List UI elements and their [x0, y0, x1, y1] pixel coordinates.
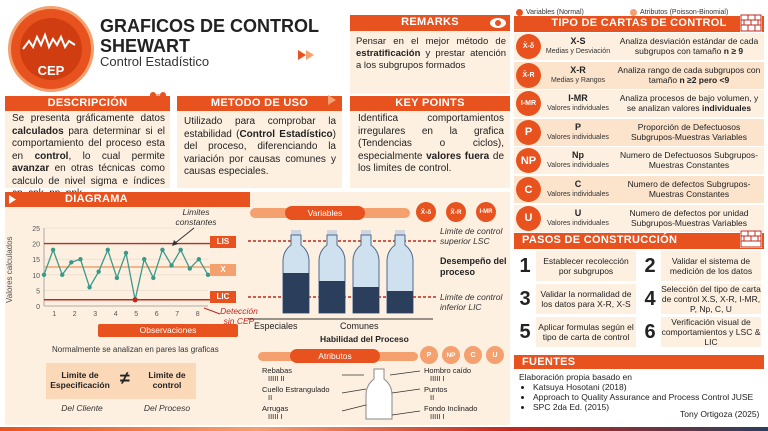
metodo-t1b: Control Estadístico — [239, 128, 333, 140]
fuentes-list — [519, 382, 764, 412]
descripcion-t2b: control — [34, 150, 69, 162]
pasos-title: PASOS DE CONSTRUCCIÓN — [522, 234, 678, 246]
remarks-title: REMARKS — [401, 16, 459, 28]
keypoints-header — [350, 96, 510, 111]
bottle-liquid — [283, 273, 309, 313]
pasos-header — [514, 233, 764, 249]
keypoints-t1: Identifica comportamientos irregulares en la grafica (Tendencias o ciclos), especialmente — [358, 113, 504, 162]
step-text: Verificación visual de comportamientos y LSC & LIC — [661, 317, 761, 347]
bottle-liquid — [387, 291, 413, 313]
metodo-title: METODO DE USO — [210, 97, 309, 109]
fuentes-body — [519, 372, 764, 412]
defect-tally: IIIII II — [268, 374, 285, 383]
step-text: Selección del tipo de carta de control X.S, X-R, I-MR, P, Np, C, U — [661, 284, 761, 314]
var-icon-xr: X̄-R — [446, 202, 466, 222]
y-tick-label: 10 — [32, 272, 40, 280]
descripcion-header — [5, 96, 170, 111]
step-number: 5 — [516, 317, 534, 347]
pares-note: Normalmente se analizan en pares las graficas — [52, 345, 219, 354]
tipo-symbol: X-R — [570, 64, 586, 75]
defect-tally: II — [268, 393, 273, 402]
tipo-desc-text: Analiza rango de cada subgrupos con tamaño — [617, 64, 761, 85]
remarks-text-1: Pensar en el mejor método de — [356, 36, 506, 47]
x-tick-label: 4 — [113, 311, 118, 318]
bottle-cap — [361, 230, 371, 235]
tipo-icon: X̄-δ — [516, 34, 541, 59]
spec-title: Limite de Especificación — [50, 370, 110, 390]
tipos-header — [514, 16, 764, 32]
comunes-label: Comunes — [340, 321, 379, 331]
bottle-cap — [327, 230, 337, 235]
chart-point — [51, 248, 55, 252]
defect-name: Rebabas — [262, 366, 293, 375]
tipo-symbol: U — [574, 207, 582, 218]
tipo-symbol: P — [574, 121, 581, 132]
chart-point — [87, 285, 91, 289]
network-icon — [148, 90, 168, 110]
chart-point — [151, 276, 155, 280]
tipo-subtitle: Valores individuales — [547, 191, 609, 198]
chart-point — [169, 263, 173, 267]
metodo-text — [184, 116, 336, 179]
tipo-symbol: C — [574, 179, 582, 189]
defect-tally: II — [430, 393, 435, 402]
tipo-description — [616, 65, 762, 85]
remarks-text-2: y prestar atención a los subgrupos formados — [356, 48, 507, 71]
tipo-row — [514, 147, 764, 174]
defect-tally: IIIII I — [268, 412, 283, 421]
defect-tally: IIIII I — [430, 374, 445, 383]
tipo-desc-text: Numero de defectos Subgrupos-Muestras Constantes — [627, 179, 751, 199]
tipos-title: TIPO DE CARTAS DE CONTROL — [551, 17, 727, 29]
step-number: 1 — [516, 251, 534, 281]
tipo-desc-bold: individuales — [702, 103, 752, 114]
defect-name: Cuello Estrangulado — [262, 385, 330, 394]
x-tick-label: 8 — [195, 311, 200, 318]
bottle-liquid — [319, 281, 345, 313]
x-tick-label: 2 — [72, 311, 77, 318]
chart-point — [142, 257, 146, 261]
legend-normal-label: Variables (Normal) — [526, 9, 584, 17]
tipo-icon: NP — [516, 148, 541, 173]
tipo-row — [514, 205, 764, 232]
tipo-row — [514, 119, 764, 146]
title-line2: SHEWART — [100, 36, 190, 56]
tipo-icon: P — [516, 120, 541, 145]
tipo-row — [514, 62, 764, 89]
step-text: Validar el sistema de medición de los datos — [661, 251, 761, 281]
tipo-desc-text: Numero de defectos por unidad Subgrupos-Muestras Variables — [629, 207, 749, 228]
keypoints-t1b: valores fuera — [426, 150, 490, 162]
x-axis-label: Observaciones — [98, 324, 238, 337]
author-credit: Tony Ortigoza (2025) — [680, 409, 760, 419]
defect-name: Puntos — [424, 385, 448, 394]
var-icon-imr: I-MR — [476, 202, 496, 222]
tipo-row — [514, 176, 764, 203]
keypoints-text — [358, 113, 504, 176]
chart-point — [133, 297, 138, 302]
chart-point — [42, 273, 46, 277]
fuentes-item: • Katsuya Hosotani (2018) — [533, 382, 764, 392]
bottle-cap — [395, 230, 405, 235]
arrow-deteccion-icon — [200, 304, 222, 318]
defect-tally: IIIII I — [430, 412, 445, 421]
attr-icon-p: P — [420, 346, 438, 364]
lis-tag: LIS — [210, 236, 236, 248]
tipo-desc-text: Analiza procesos de bajo volumen, y se analizan valores — [619, 93, 759, 114]
tipo-description — [616, 179, 762, 199]
logo-text: CEP — [37, 63, 65, 78]
x-tick-label: 7 — [175, 311, 180, 318]
bottom-stripe — [0, 427, 768, 431]
y-tick-label: 25 — [32, 226, 40, 233]
tipo-desc-text: Numero de Defectuosos Subgrupos-Muestras Constantes — [620, 150, 758, 171]
tipo-icon: C — [516, 177, 541, 202]
bottle — [319, 230, 345, 313]
bottle-outline-icon — [334, 365, 424, 423]
tipo-description — [616, 208, 762, 228]
attr-icon-u: U — [486, 346, 504, 364]
tipo-symbol: Np — [572, 150, 584, 161]
tipo-desc-text: Proporción de Defectuosos Subgrupos-Muestras Variables — [630, 121, 748, 142]
descripcion-t3: , lo cual permite — [68, 150, 165, 162]
metodo-header — [177, 96, 342, 111]
tipo-description — [616, 122, 762, 142]
var-icon-xs: X̄-δ — [416, 202, 436, 222]
remarks-text — [356, 36, 506, 72]
chart-point — [96, 269, 100, 273]
diagrama-title: DIAGRAMA — [65, 193, 128, 205]
y-tick-label: 0 — [36, 304, 40, 311]
chart-point — [106, 248, 110, 252]
descripcion-text — [12, 113, 165, 201]
fuentes-header — [514, 355, 764, 369]
fuentes-title: FUENTES — [522, 356, 576, 368]
especiales-label: Especiales — [254, 321, 298, 331]
limites-constantes-label: Limites constantes — [175, 207, 217, 227]
descripcion-t1: Se presenta gráficamente datos — [12, 113, 165, 124]
descripcion-t1b: calculados — [12, 125, 64, 137]
step-text: Establecer recolección por subgrupos — [536, 251, 636, 281]
x-tick-label: 5 — [134, 311, 139, 318]
tipo-desc-bold: n ≥ 9 — [723, 46, 744, 56]
bottle-cap — [291, 230, 301, 235]
chart-point — [115, 276, 119, 280]
fuentes-item: • SPC 2da Ed. (2015) — [533, 402, 764, 412]
step-number: 6 — [641, 317, 659, 347]
chart-point — [188, 266, 192, 270]
bottles-illustration — [248, 222, 440, 330]
tipo-description — [616, 36, 762, 56]
descripcion-title: DESCRIPCIÓN — [47, 97, 128, 109]
x-tick-label: 1 — [52, 311, 57, 318]
chevron-icon — [325, 92, 341, 108]
tipo-subtitle: Valores individuales — [547, 162, 609, 170]
chevron-decoration-icon — [296, 48, 316, 62]
tipo-desc-text: Analiza desviación estándar de cada subgrupos con tamaño — [619, 36, 759, 56]
tipo-subtitle: Valores individuales — [547, 105, 609, 113]
tipo-symbol: X-S — [570, 36, 586, 46]
eye-icon — [488, 16, 508, 30]
attr-icon-np: NP — [442, 346, 460, 364]
del-proceso: Del Proceso — [143, 403, 191, 413]
deteccion-label: Detección sin CEP — [220, 306, 258, 326]
step-number: 4 — [641, 284, 659, 314]
tipo-icon: I-MR — [516, 91, 541, 116]
tipo-subtitle: Medias y Rangos — [550, 76, 606, 84]
tipo-desc-bold: n ≥2 pero <9 — [679, 74, 730, 85]
tipo-description — [616, 150, 762, 170]
defect-name: Hombro caído — [424, 366, 472, 375]
bottle — [387, 230, 413, 313]
chevron-icon-left — [6, 193, 22, 206]
tipo-subtitle: Valores individuales — [547, 219, 609, 227]
step-text: Aplicar formulas según el tipo de carta de control — [536, 317, 636, 347]
subtitle: Control Estadístico — [100, 54, 210, 69]
remarks-header — [350, 15, 510, 31]
neq-symbol: ≠ — [120, 368, 130, 388]
tipo-icon: X̄-R — [516, 63, 541, 88]
keypoints-t2: de los limites de control. — [358, 150, 505, 174]
bottle — [283, 230, 309, 313]
descripcion-t4: en otras técnicas como calculo de nivel sigma e índices — [12, 163, 165, 187]
y-tick-label: 5 — [36, 288, 40, 296]
fuentes-intro: Elaboración propia basado en — [519, 372, 632, 382]
control-chart-icon — [21, 31, 81, 57]
legend-poisson-label: Atributos (Poisson-Binomial) — [640, 9, 729, 17]
tipo-row — [514, 33, 764, 60]
y-tick-label: 20 — [32, 241, 40, 249]
ctrl-title: Limite de control — [148, 370, 186, 390]
brick-wall-icon — [740, 14, 762, 32]
habilidad-label: Habilidad del Proceso — [320, 334, 409, 344]
tipo-row — [514, 90, 764, 117]
x-tick-label: 6 — [154, 311, 159, 318]
step-text: Validar la normalidad de los datos para X-R, X-S — [536, 284, 636, 314]
lsc-note: Limite de control superior LSC — [440, 226, 503, 246]
tipo-symbol: I-MR — [568, 93, 588, 104]
tipo-subtitle: Medias y Desviación — [545, 48, 611, 55]
descripcion-t2: para determinar si el comportamiento del proceso esta en — [12, 125, 165, 162]
defect-name: Fondo Inclinado — [424, 404, 478, 413]
cep-logo — [8, 6, 94, 92]
chart-point — [60, 273, 64, 277]
diagrama-header — [5, 192, 250, 207]
variables-label: Variables — [285, 206, 365, 220]
descripcion-t3b: avanzar — [12, 163, 50, 174]
brick-wall-icon-2 — [740, 230, 762, 248]
metodo-t2: ) del proceso, diferenciando la variación por causas comunes y causas especiales. — [184, 128, 336, 177]
fuentes-item: • Approach to Quality Assurance and Process Control JUSE — [533, 392, 764, 402]
step-number: 2 — [641, 251, 659, 281]
tipo-description — [616, 93, 762, 113]
lic-tag: LIC — [210, 291, 236, 303]
chart-point — [69, 260, 73, 264]
del-cliente: Del Cliente — [61, 403, 103, 413]
arrow-limits-icon — [168, 226, 198, 248]
control-chart — [8, 208, 242, 338]
chart-point — [78, 257, 82, 261]
bottle-liquid — [353, 287, 379, 313]
defect-name: Arrugas — [262, 404, 289, 413]
chart-limits — [44, 244, 212, 300]
attr-icon-c: C — [464, 346, 482, 364]
chart-point — [124, 251, 128, 255]
atributos-label: Atributos — [290, 349, 380, 363]
x-tag: X — [210, 264, 236, 276]
metodo-t1: Utilizado para comprobar la estabilidad ( — [184, 116, 336, 140]
remarks-text-bold: estratificación — [356, 48, 421, 59]
lic-note: Limite de control inferior LIC — [440, 292, 503, 312]
chart-point — [197, 257, 201, 261]
bottle — [353, 230, 379, 313]
keypoints-title: KEY POINTS — [395, 97, 465, 109]
tipo-subtitle: Valores individuales — [547, 133, 609, 141]
chart-point — [160, 248, 164, 252]
y-tick-label: 15 — [32, 257, 40, 265]
title-line1: GRAFICOS DE CONTROL — [100, 16, 319, 36]
x-tick-label: 3 — [93, 311, 98, 318]
step-number: 3 — [516, 284, 534, 314]
tipo-icon: U — [516, 206, 541, 231]
y-axis-label: Valores calculados — [5, 236, 14, 304]
desempeno-label: Desempeño del proceso — [440, 256, 507, 277]
bottle-group — [283, 230, 413, 313]
chart-point — [178, 248, 182, 252]
